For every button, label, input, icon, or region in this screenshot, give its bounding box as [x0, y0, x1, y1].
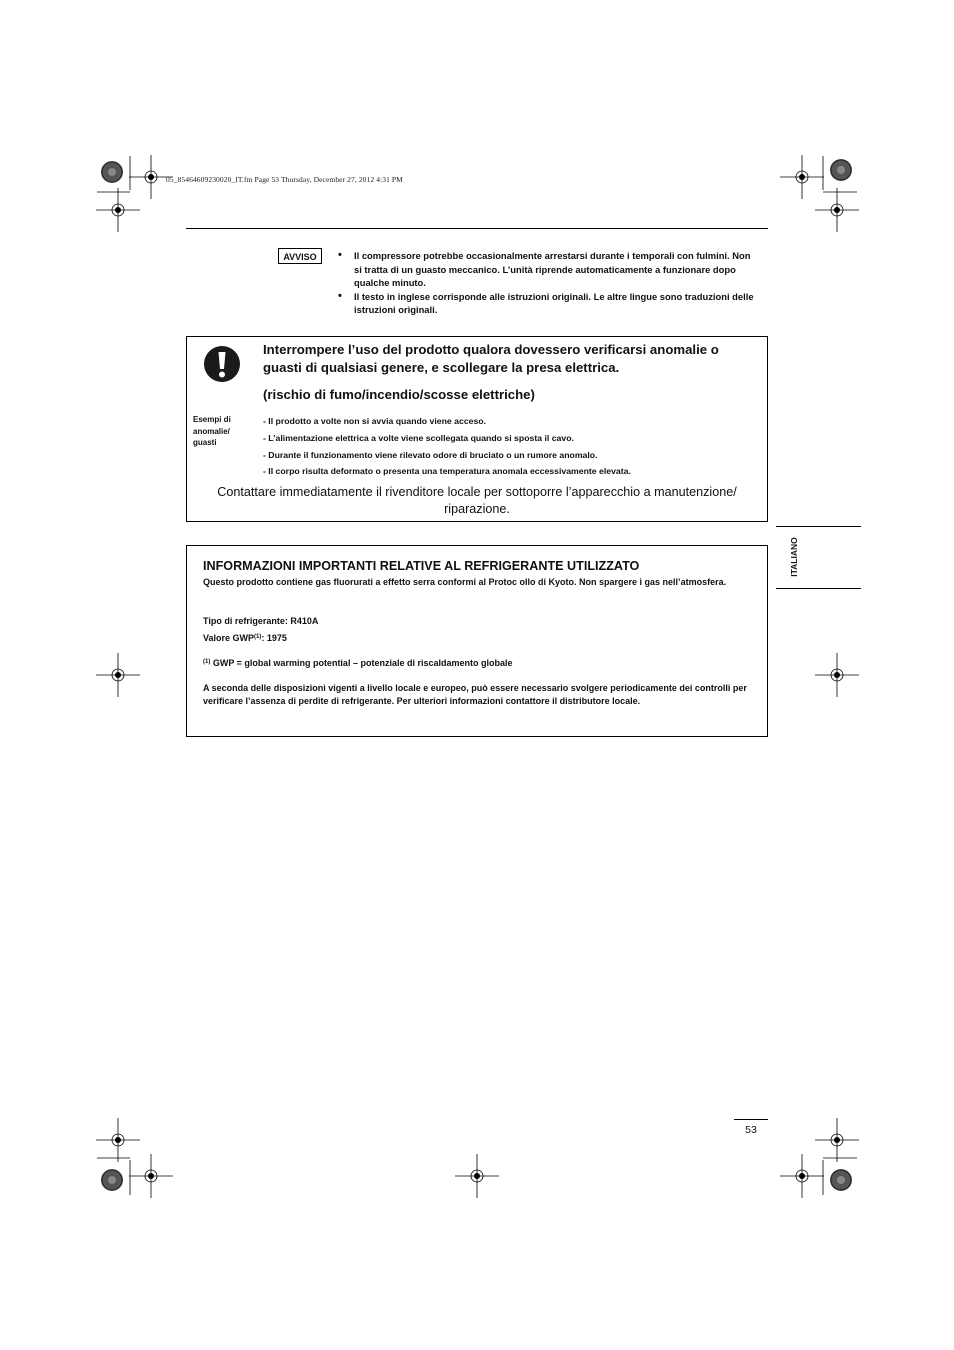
- notice-item: • Il compressore potrebbe occasionalmente arrestarsi durante i temporali con fulmini. Non si tratta di un guasto meccanico. L’unità riprende automaticamente a funzionare dopo qualche minuto.: [336, 249, 756, 290]
- warning-title: Interrompere l’uso del prodotto qualora dovessero verificarsi anomalie o guasti di qualsiasi genere, e scollegare la presa elettrica.: [263, 342, 719, 375]
- page-number-rule: [734, 1119, 768, 1120]
- anomaly-item: - Il prodotto a volte non si avvia quando viene acceso.: [263, 416, 487, 426]
- refrigerant-info-box: [186, 545, 768, 737]
- warning-box: [186, 336, 768, 522]
- gwp-value-line: [203, 632, 753, 645]
- footnote-marker: (1): [203, 659, 211, 665]
- anomaly-examples-label: Esempi di anomalie/ guasti: [193, 415, 231, 447]
- gwp-footnote-marker: (1): [254, 634, 262, 640]
- exclamation-circle-icon: [203, 345, 241, 383]
- contact-instruction: Contattare immediatamente il rivenditore locale per sottoporre l’apparecchio a manutenzione/ riparazione.: [217, 485, 737, 516]
- refrigerant-type: Tipo di refrigerante: R410A: [203, 616, 319, 626]
- anomaly-item: - L’alimentazione elettrica a volte viene scollegata quando si sposta il cavo.: [263, 432, 574, 443]
- notice-item: • Il testo in inglese corrisponde alle istruzioni originali. Le altre lingue sono traduzioni delle istruzioni originali.: [336, 290, 756, 317]
- top-rule: [186, 228, 768, 229]
- refrigerant-title: INFORMAZIONI IMPORTANTI RELATIVE AL REFRIGERANTE UTILIZZATO: [203, 559, 640, 573]
- side-tab-rule-bottom: [776, 588, 861, 589]
- gwp-value: : 1975: [261, 633, 287, 643]
- anomaly-item: - Il corpo risulta deformato o presenta una temperatura anomala eccessivamente elevata.: [263, 466, 631, 477]
- warning-subtitle: (rischio di fumo/incendio/scosse elettriche): [263, 387, 535, 402]
- leak-check-note: A seconda delle disposizioni vigenti a livello locale e europeo, può essere necessario svolgere periodicamente dei controlli per verificare l’assenza di perdite di refrigerante. Per ulteriori informazioni contattore il distributore locale.: [203, 683, 747, 706]
- footnote-text: GWP = global warming potential – potenziale di riscaldamento globale: [210, 658, 513, 668]
- page-number: 53: [745, 1124, 757, 1136]
- file-info-header: 05_85464609230020_IT.fm Page 53 Thursday, December 27, 2012 4:31 PM: [166, 175, 403, 184]
- refrigerant-intro: Questo prodotto contiene gas fluorurati a effetto serra conformi al Protoc ollo di Kyoto. Non spargere i gas nell’atmosfera.: [203, 577, 727, 587]
- anomaly-item: - Durante il funzionamento viene rilevato odore di bruciato o un rumore anomalo.: [263, 449, 598, 460]
- gwp-footnote: [203, 657, 753, 670]
- gwp-label: Valore GWP: [203, 633, 255, 643]
- language-tab: ITALIANO: [789, 537, 799, 577]
- notice-label: AVVISO: [278, 248, 322, 264]
- anomaly-list: [263, 413, 753, 480]
- notice-list: [336, 249, 756, 317]
